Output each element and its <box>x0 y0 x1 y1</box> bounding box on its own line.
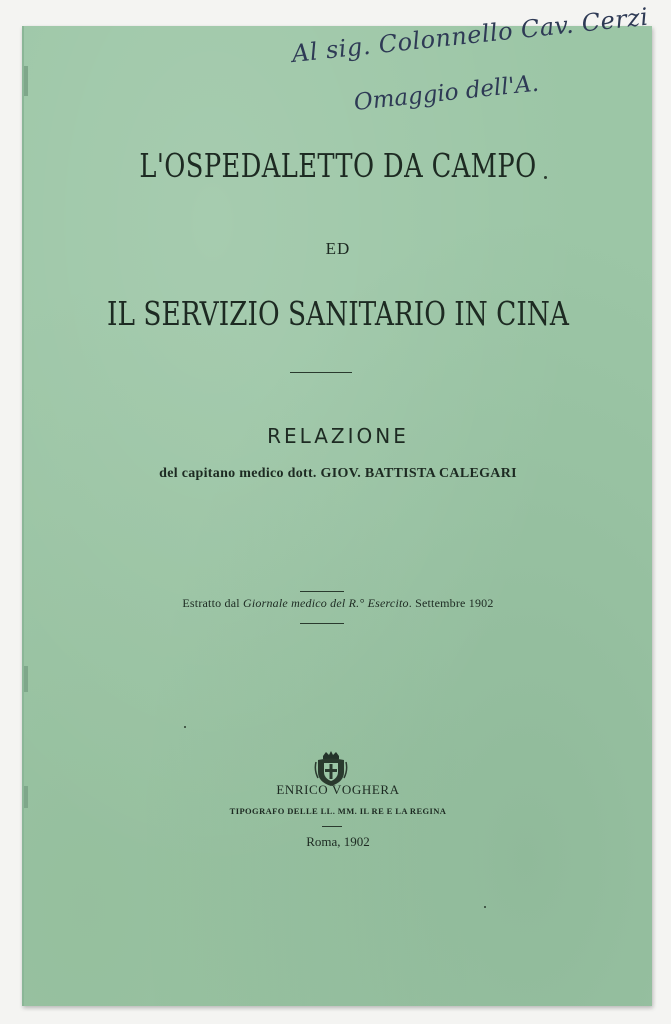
divider-rule-small <box>322 826 342 827</box>
handwritten-dedication-line2: Omaggio dell'A. <box>352 70 540 116</box>
booklet-cover <box>22 2 652 1006</box>
paper-fleck <box>484 906 486 908</box>
divider-rule-top <box>300 591 344 592</box>
paper-fleck <box>544 176 547 179</box>
staple-mark <box>24 666 28 692</box>
staple-mark <box>24 66 28 96</box>
title-line-1: L'OSPEDALETTO DA CAMPO <box>139 146 537 185</box>
publisher-name: ENRICO VOGHERA <box>276 782 400 797</box>
divider-rule <box>290 372 352 373</box>
title-line-2: IL SERVIZIO SANITARIO IN CINA <box>107 294 569 333</box>
author-byline: del capitano medico dott. GIOV. BATTISTA CALEGARI <box>159 466 517 481</box>
extract-note <box>24 596 652 611</box>
extract-journal: Giornale medico del R.° Esercito <box>243 596 409 610</box>
place-and-date: Roma, 1902 <box>306 834 370 849</box>
extract-suffix: . Settembre 1902 <box>408 596 494 610</box>
handwritten-dedication-line1: Al sig. Colonnello Cav. Cerzi <box>290 2 650 68</box>
section-heading: RELAZIONE <box>267 424 409 448</box>
extract-prefix: Estratto dal <box>182 596 243 610</box>
title-conjunction: ED <box>325 239 351 258</box>
divider-rule-bottom <box>300 623 344 624</box>
printer-line: TIPOGRAFO DELLE LL. MM. IL RE E LA REGINA <box>229 806 447 816</box>
paper-fleck <box>184 726 186 728</box>
